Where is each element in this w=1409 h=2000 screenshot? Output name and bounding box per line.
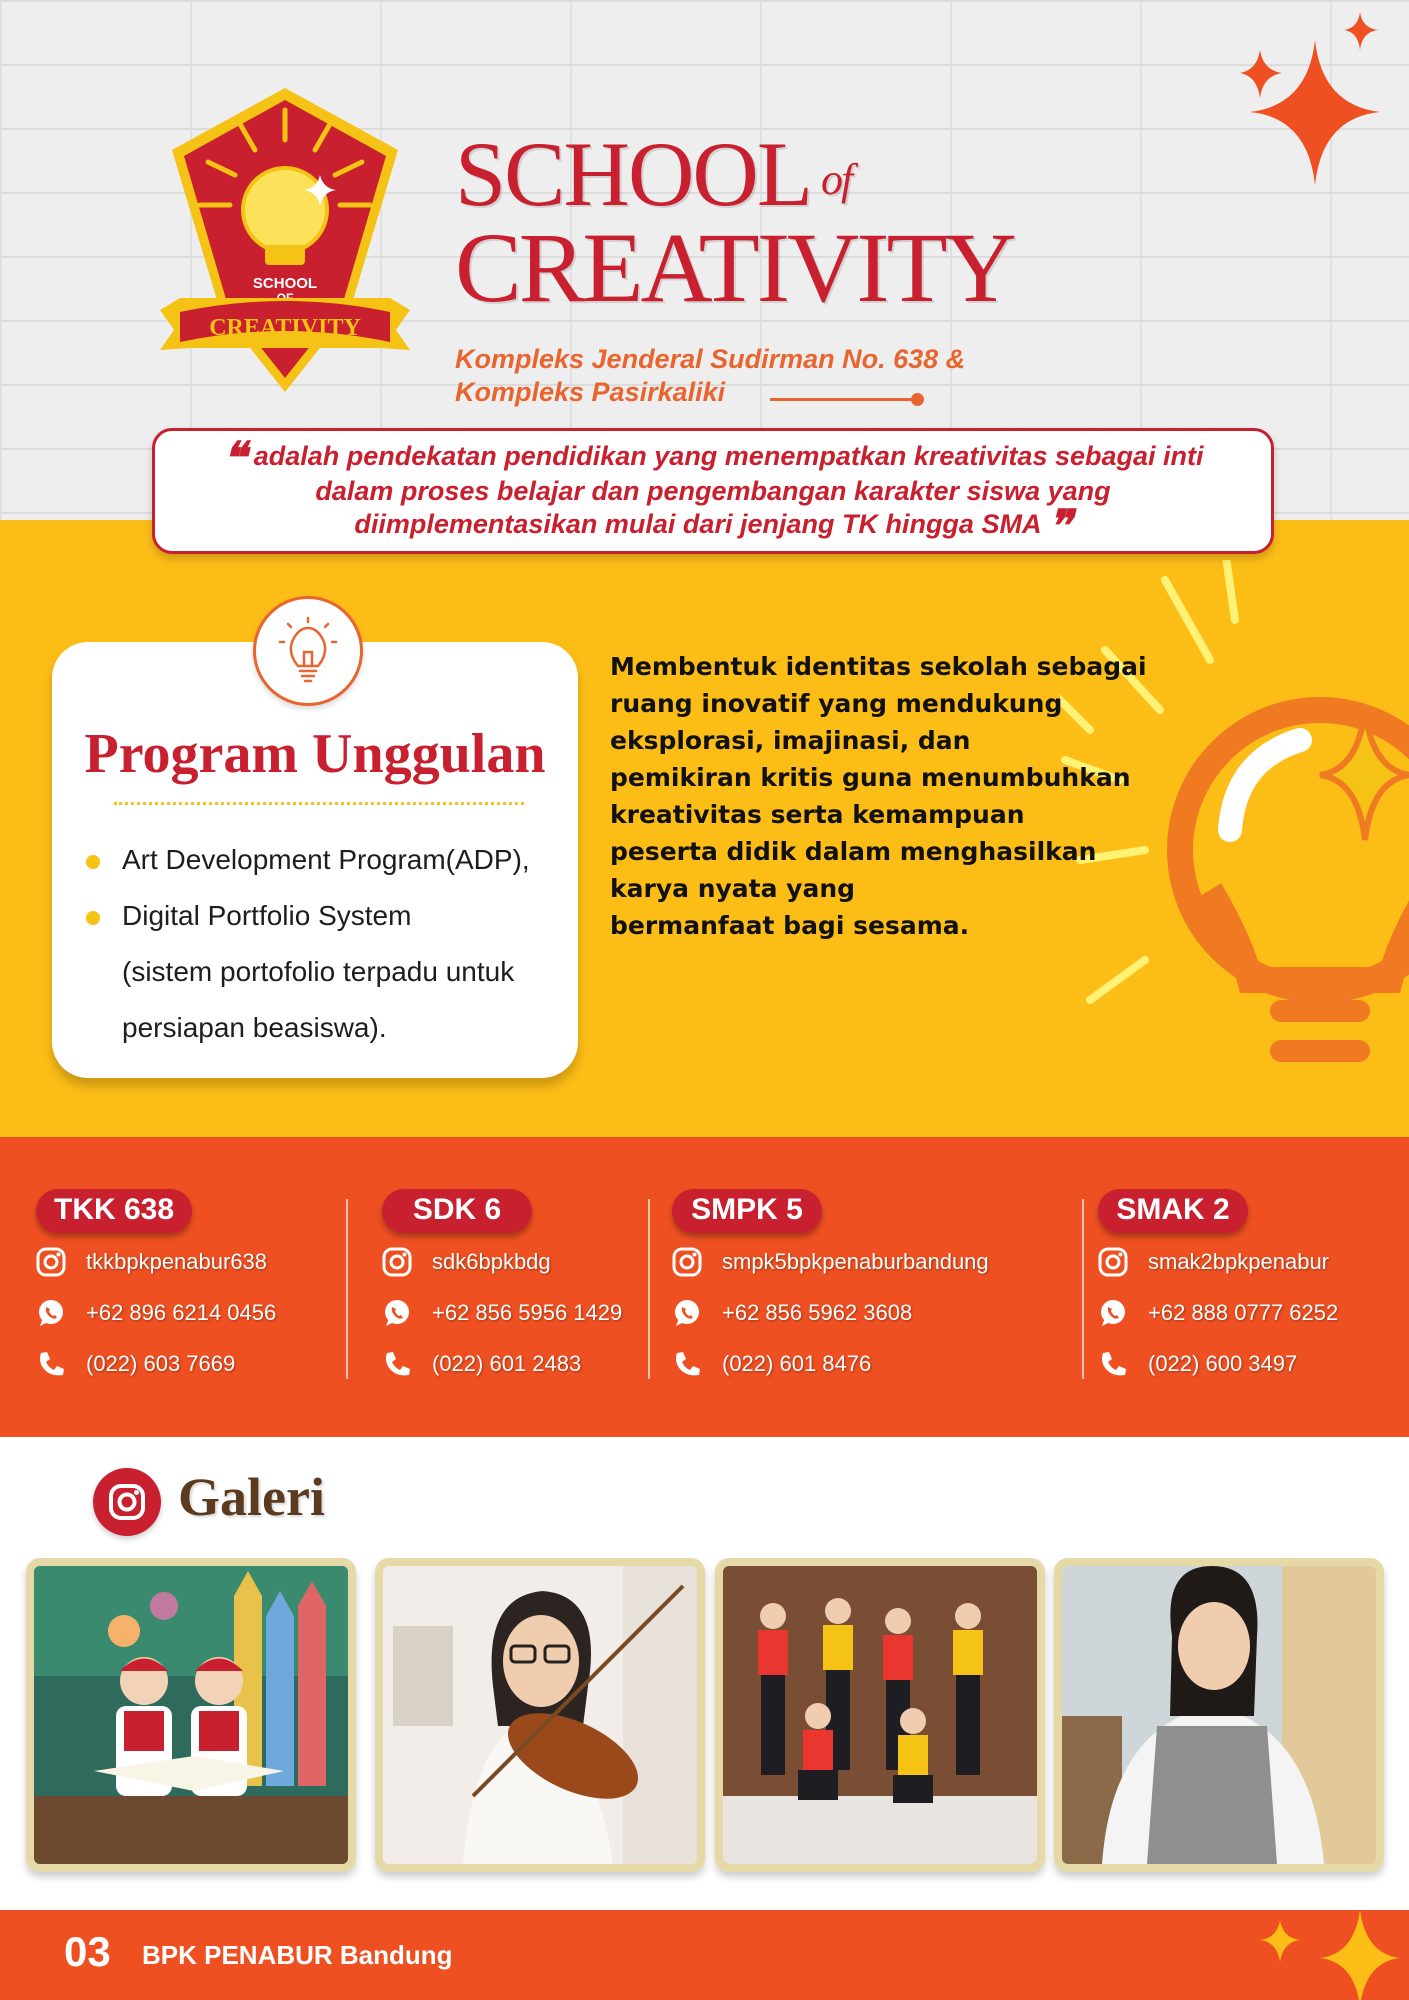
svg-text:CREATIVITY: CREATIVITY (209, 315, 361, 341)
school-contact-smak (1098, 1189, 1338, 1386)
school-name-badge: SDK 6 (382, 1189, 532, 1233)
high-school-student-apron-photo[interactable] (1054, 1558, 1384, 1872)
contact-section (0, 1137, 1409, 1437)
school-name-badge: TKK 638 (36, 1189, 192, 1233)
phone-icon (382, 1349, 412, 1379)
school-name-badge: SMAK 2 (1098, 1189, 1248, 1233)
whatsapp-contact[interactable]: +62 896 6214 0456 (36, 1290, 276, 1335)
column-divider (1082, 1199, 1084, 1379)
sparkle-icon (1240, 10, 1390, 190)
gallery-title: Galeri (178, 1467, 325, 1527)
program-title: Program Unggulan (84, 723, 546, 785)
program-item: Art Development Program(ADP), (122, 832, 562, 888)
quote-text (195, 433, 1231, 551)
sparkle-icon (1250, 1910, 1409, 2000)
girl-playing-violin-photo[interactable] (375, 1558, 705, 1872)
instagram-icon (36, 1247, 66, 1277)
program-list (122, 832, 562, 1056)
mission-line: bermanfaat bagi sesama. (610, 911, 970, 940)
instagram-contact[interactable]: tkkbpkpenabur638 (36, 1239, 276, 1284)
phone-contact[interactable]: (022) 600 3497 (1098, 1341, 1338, 1386)
page-number: 03 (64, 1928, 111, 1975)
column-divider (648, 1199, 650, 1379)
program-item: (sistem portofolio terpadu untuk (122, 956, 515, 987)
address-decor-dot (911, 393, 924, 406)
mission-line: pemikiran kritis guna menumbuhkan (610, 763, 1131, 792)
svg-text:SCHOOL: SCHOOL (252, 275, 318, 292)
quote-open-icon: ❝ (222, 433, 247, 483)
whatsapp-contact[interactable]: +62 856 5962 3608 (672, 1290, 989, 1335)
mission-line: eksplorasi, imajinasi, dan (610, 726, 971, 755)
school-title (455, 123, 1014, 323)
whatsapp-icon (36, 1298, 66, 1328)
mission-line: peserta didik dalam menghasilkan (610, 837, 1097, 866)
program-item: persiapan beasiswa). (122, 1012, 387, 1043)
phone-contact[interactable]: (022) 601 2483 (382, 1341, 622, 1386)
students-dance-group-photo[interactable] (715, 1558, 1045, 1872)
whatsapp-contact[interactable]: +62 888 0777 6252 (1098, 1290, 1338, 1335)
mission-line: karya nyata yang (610, 874, 856, 903)
program-item: Digital Portfolio System (122, 888, 562, 944)
instagram-contact[interactable]: smak2bpkpenabur (1098, 1239, 1338, 1284)
phone-icon (36, 1349, 66, 1379)
school-contact-sdk (382, 1189, 622, 1386)
instagram-contact[interactable]: smpk5bpkpenaburbandung (672, 1239, 989, 1284)
lightbulb-icon (253, 596, 363, 706)
program-divider (114, 802, 524, 805)
mission-line: Membentuk identitas sekolah sebagai (610, 652, 1147, 681)
title-school: SCHOOL (455, 123, 812, 225)
instagram-icon (93, 1468, 161, 1536)
whatsapp-contact[interactable]: +62 856 5956 1429 (382, 1290, 622, 1335)
address-line-1: Kompleks Jenderal Sudirman No. 638 & (455, 344, 966, 374)
organization-name: BPK PENABUR Bandung (142, 1940, 453, 1970)
instagram-icon (382, 1247, 412, 1277)
phone-icon (672, 1349, 702, 1379)
title-creativity: CREATIVITY (455, 212, 1014, 323)
phone-contact[interactable]: (022) 603 7669 (36, 1341, 276, 1386)
whatsapp-icon (1098, 1298, 1128, 1328)
whatsapp-icon (672, 1298, 702, 1328)
column-divider (346, 1199, 348, 1379)
mission-text (610, 648, 1170, 944)
school-name-badge: SMPK 5 (672, 1189, 822, 1233)
quote-close-icon: ❞ (1047, 501, 1072, 551)
phone-icon (1098, 1349, 1128, 1379)
program-card (52, 642, 578, 1078)
bullet-icon (86, 911, 100, 925)
phone-contact[interactable]: (022) 601 8476 (672, 1341, 989, 1386)
instagram-icon (1098, 1247, 1128, 1277)
instagram-contact[interactable]: sdk6bpkbdg (382, 1239, 622, 1284)
mission-line: ruang inovatif yang mendukung (610, 689, 1063, 718)
school-logo (160, 80, 410, 400)
quote-box (152, 428, 1274, 554)
mission-line: kreativitas serta kemampuan (610, 800, 1025, 829)
address-decor-line (770, 398, 920, 401)
address-line-2: Kompleks Pasirkaliki (455, 377, 726, 407)
school-contact-tkk (36, 1189, 276, 1386)
footer (0, 1910, 1409, 2000)
bullet-icon (86, 855, 100, 869)
whatsapp-icon (382, 1298, 412, 1328)
kindergarten-girls-reading-photo[interactable] (26, 1558, 356, 1872)
quote-body: adalah pendekatan pendidikan yang menempatkan kreativitas sebagai inti dalam proses belajar dan pengembangan karakter siswa yang diimplementasikan mulai dari jenjang TK hingga SMA (253, 440, 1204, 539)
instagram-icon (672, 1247, 702, 1277)
title-of: of (821, 155, 852, 204)
school-contact-smpk (672, 1189, 989, 1386)
